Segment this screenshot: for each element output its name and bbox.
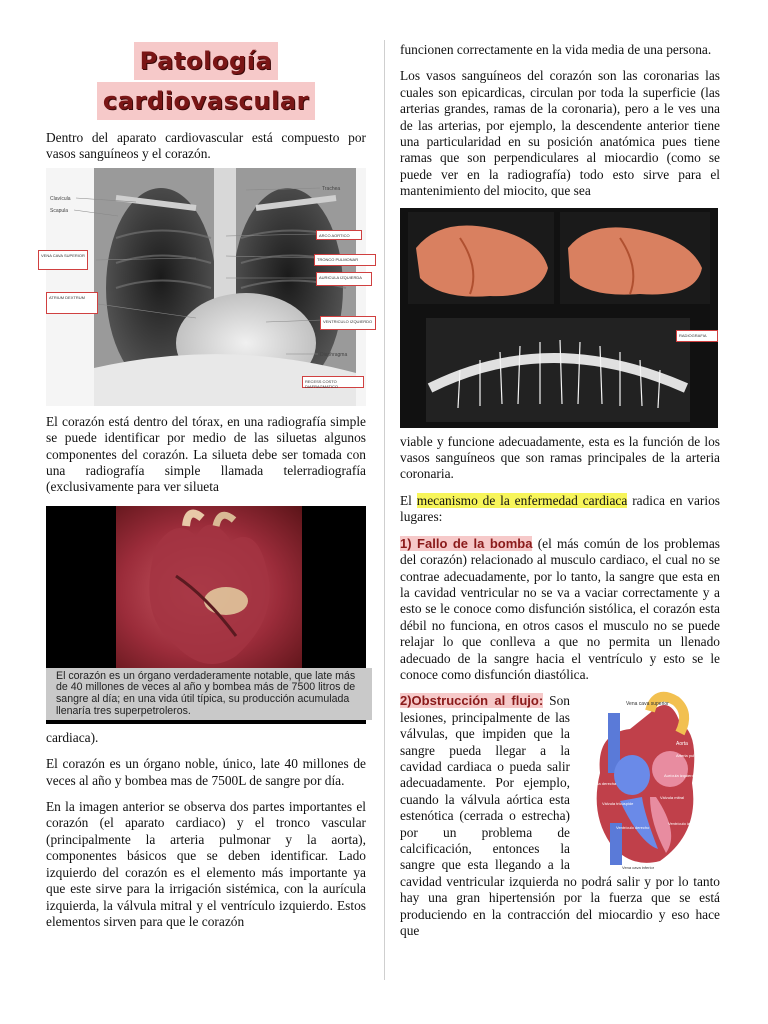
heart-diagram-figure bbox=[580, 693, 720, 871]
paragraph-mecanismo bbox=[400, 493, 720, 526]
chest-xray-figure bbox=[41, 168, 373, 406]
paragraph-obstruccion bbox=[400, 693, 720, 939]
heart-photo-caption: El corazón es un órgano verdaderamente notable, que late más de 40 millones de veces al año y bombea más de 7500 litros de sangre al día; en una vida útil típica, su producción acumulada llenaría tres superpetroleros. bbox=[46, 668, 372, 720]
paragraph-viable: viable y funcione adecuadamente, esta es la función de los vasos sanguíneos que son ramas principales de la arteria coronaria. bbox=[400, 433, 720, 482]
coronary-pathology-image bbox=[400, 208, 718, 428]
fallo-bomba-body: (el más común de los problemas del corazón) relacionado al musculo cardiaco, el cual no se contrae adecuadamente, por lo tanto, la sangre que esta en la cavidad ventricular no se va a vaciar correctamente y a esto se le conoce como disfunción sistólica, el corazón esta débil no funciona, en otros casos el musculo no se puede relajar lo que conlleva a que no permita un llenado adecuado de la sangre hacia el ventrículo y esto se le conoce como disfunción diastólica. bbox=[400, 535, 720, 682]
paragraph-cardiaca-end: cardiaca). bbox=[46, 729, 99, 745]
xray-label-arco-aortico: ARCO AORTICO bbox=[316, 230, 362, 240]
xray-label-tronco-pulmonar: TRONCO PULMONAR bbox=[314, 254, 376, 266]
mecanismo-pre: El bbox=[400, 492, 417, 508]
left-column bbox=[41, 42, 373, 930]
xray-label-clavicula: Clavícula bbox=[50, 195, 71, 202]
xray-label-auricula: AURICULA IZQUIERDA bbox=[316, 272, 372, 286]
diagram-label-arteria-pulmonar: Arteria pulmonar bbox=[676, 753, 706, 759]
pathology-label-radiografia: RADIOGRAFIA bbox=[676, 330, 718, 342]
page-title bbox=[46, 42, 366, 122]
diagram-label-valvula-tric: Válvula tricúspide bbox=[602, 801, 634, 807]
diagram-label-ventriculo-izq: Ventrículo izquierdo bbox=[668, 821, 704, 827]
paragraph-fallo-bomba bbox=[400, 536, 720, 684]
paragraph-imagen-anterior: En la imagen anterior se observa dos partes importantes el corazón (el aparato cardiaco) y el tronco vascular (principalmente la arteria pulmonar y la aorta), componentes básicos que se deben identificar. Lado izquierdo del corazón es el elemento más importante ya que este sirve para la irrigación sistémica, con la aurícula izquierda, la válvula mitral y el ventrículo izquierdo. Estos elementos sirven para que le corazón bbox=[46, 799, 366, 929]
diagram-label-auricula-izq: Aurícula izquierda bbox=[664, 773, 697, 779]
mecanismo-post: radica en varios lugares: bbox=[400, 492, 720, 525]
title-line-2: cardiovascular bbox=[97, 82, 315, 120]
xray-label-scapula: Scapula bbox=[50, 207, 69, 214]
column-divider bbox=[384, 40, 385, 980]
xray-label-diaphragma: Diaphragma bbox=[320, 351, 348, 358]
title-line-1: Patología bbox=[134, 42, 279, 80]
xray-label-trachea: Trachea bbox=[322, 185, 341, 192]
intro-paragraph: Dentro del aparato cardiovascular está compuesto por vasos sanguíneos y el corazón. bbox=[46, 130, 366, 162]
obstruccion-heading: 2)Obstrucción al flujo: bbox=[400, 693, 544, 709]
paragraph-organo-noble: El corazón es un órgano noble, único, late 40 millones de veces al año y bombea mas de 7500L de sangre por día. bbox=[46, 756, 366, 788]
xray-label-vena-cava: VENA CAVA SUPERIOR bbox=[38, 250, 88, 270]
xray-label-ventriculo: VENTRICULO IZQUIERDO bbox=[320, 316, 376, 330]
xray-label-atrium: ATRIUM DEXTRUM bbox=[46, 292, 98, 314]
heart-diagram-image bbox=[580, 693, 720, 871]
diagram-label-auricula-der: Aurícula derecha bbox=[586, 781, 617, 787]
diagram-label-ventriculo-der: Ventrículo derecho bbox=[616, 825, 650, 831]
diagram-label-aorta: Aorta bbox=[676, 741, 688, 748]
diagram-label-vena-cava-inf: Vena cava inferior bbox=[622, 865, 655, 871]
obstruccion-body: Son lesiones, principalmente de las válvulas, que impiden que la sangre pueda llegar a la cavidad cardiaca o pueda salir adecuadamente. Por ejemplo, cuando la válvula aórtica esta estenótica (cerrada o estrecha) por un problema de calcificación, entonces la sangre que esta llegando a la cavidad ventricular izquierda no podrá salir y por lo tanto hay una gran hipertensión por la fuerza que se está produciendo en la contracción del miocardio y eso hace que bbox=[400, 693, 720, 939]
paragraph-vasos-coronarias: Los vasos sanguíneos del corazón son las coronarias las cuales son epicardicas, circulan por toda la superficie (las arterias grandes, ramas de la coronaria), pero a le ves una de las arterias, por ejemplo, la descendente anterior tiene una particularidad en su posición anatómica pues tiene ramas que son perpendiculares al miocardio (como se puede ver en la radiografía) todo esto sirve para el mantenimiento del miocito, que sea bbox=[400, 68, 720, 199]
paragraph-funcionen: funcionen correctamente en la vida media de una persona. bbox=[400, 42, 712, 57]
mecanismo-highlight: mecanismo de la enfermedad cardiaca bbox=[416, 492, 628, 508]
paragraph-radiografia: El corazón está dentro del tórax, en una radiografía simple se puede identificar por medio de las siluetas algunos componentes del corazón. La silueta debe ser tomada con una radiografía simple llamada telerradiografía (exclusivamente para ver silueta bbox=[46, 413, 366, 495]
heart-photo-image bbox=[116, 506, 302, 676]
diagram-label-vena-cava-sup: Vena cava superior bbox=[626, 701, 669, 708]
right-column bbox=[400, 42, 720, 939]
chest-xray-image bbox=[46, 168, 366, 406]
coronary-pathology-figure bbox=[400, 208, 718, 428]
xray-label-recess: RECESS COSTO DIAFRAGMATICO bbox=[302, 376, 364, 388]
diagram-label-valvula-mitral: Válvula mitral bbox=[660, 795, 685, 801]
fallo-bomba-heading: 1) Fallo de la bomba bbox=[400, 535, 533, 551]
heart-photo-figure bbox=[46, 506, 366, 724]
